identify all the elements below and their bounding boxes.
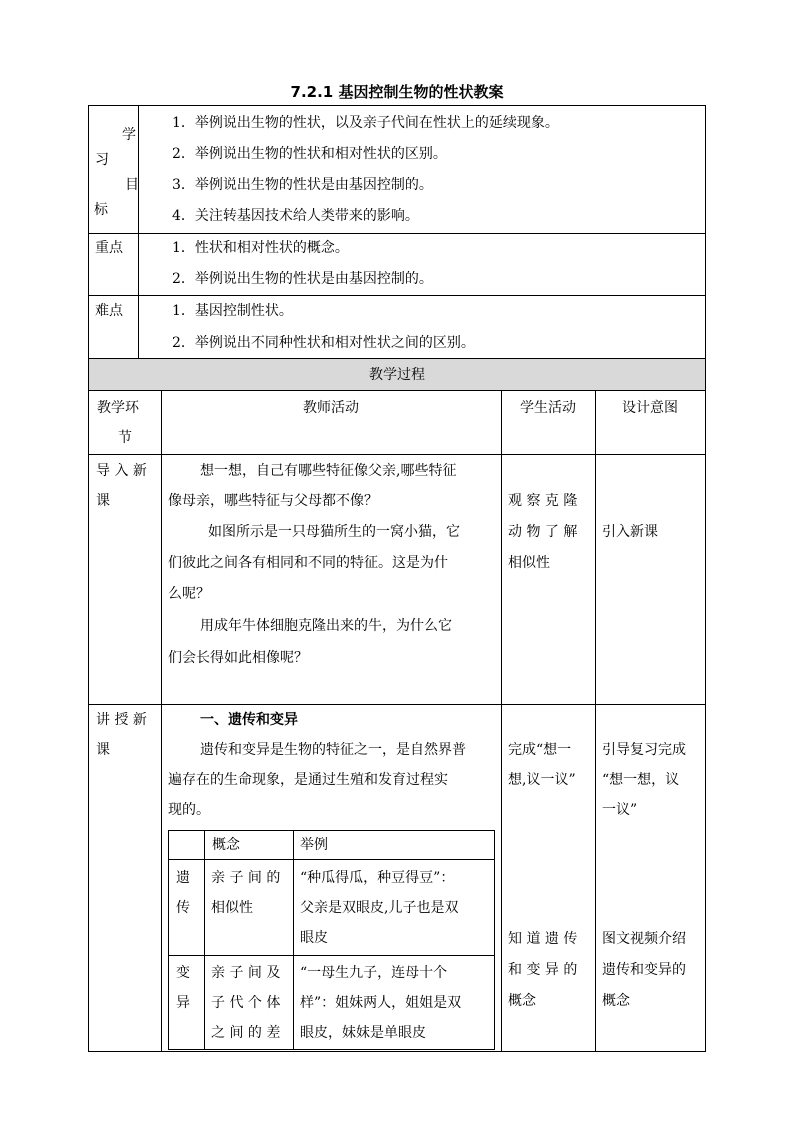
table-border: [88, 704, 706, 705]
page-title: 7.2.1 基因控制生物的性状教案: [290, 83, 504, 101]
intro-teacher-line: 用成年牛体细胞克隆出来的牛，为什么它: [200, 618, 452, 634]
table-border: [88, 390, 706, 391]
objective-item: 4．关注转基因技术给人类带来的影响。: [172, 208, 419, 224]
difficult-points-label: 难点: [95, 303, 123, 319]
inner-concept: 子 代 个 体: [211, 995, 281, 1011]
inner-table-border: [293, 830, 294, 1050]
inner-example: “种瓜得瓜，种豆得豆”：: [300, 870, 455, 886]
intro-stage: 导 入 新: [96, 463, 147, 479]
lecture-design-line: 一议”: [602, 802, 638, 818]
intro-teacher-line: 像母亲，哪些特征与父母都不像？: [168, 493, 378, 509]
inner-table-border: [204, 830, 205, 1050]
inner-term: 遗: [176, 870, 190, 886]
intro-stage: 课: [96, 493, 110, 509]
key-point-item: 1．性状和相对性状的概念。: [172, 240, 349, 256]
inner-table-border: [168, 830, 495, 831]
lecture-student-line: 知 道 遗 传: [508, 931, 578, 947]
lecture-teacher-line: 现的。: [168, 802, 210, 818]
difficult-point-item: 2．举例说出不同种性状和相对性状之间的区别。: [172, 335, 475, 351]
lecture-student-line: 和 变 异 的: [508, 962, 578, 978]
table-border: [595, 390, 596, 1052]
table-border: [88, 454, 706, 455]
lecture-student-line: 完成“想一: [508, 742, 572, 758]
inner-term: 传: [176, 900, 190, 916]
lecture-design-line: 概念: [602, 993, 630, 1009]
lecture-stage: 课: [96, 742, 110, 758]
table-border: [88, 105, 89, 1052]
inner-example: “一母生九子，连母十个: [300, 965, 448, 981]
inner-example: 眼皮，妹妹是单眼皮: [300, 1025, 426, 1041]
table-border: [88, 1051, 706, 1052]
lecture-student-line: 想,议一议”: [508, 772, 576, 788]
table-border: [161, 390, 162, 1052]
lecture-design-line: 图文视频介绍: [602, 931, 686, 947]
intro-teacher-line: 么呢？: [168, 586, 210, 602]
inner-table-border: [168, 955, 495, 956]
table-border: [88, 358, 706, 359]
key-points-label: 重点: [95, 240, 123, 256]
intro-design: 引入新课: [602, 524, 658, 540]
intro-teacher-line: 们彼此之间各有相同和不同的特征。这是为什: [168, 555, 448, 571]
objective-item: 3．举例说出生物的性状是由基因控制的。: [172, 177, 433, 193]
process-header: 教学过程: [369, 367, 425, 383]
objective-item: 2．举例说出生物的性状和相对性状的区别。: [172, 146, 447, 162]
lecture-stage: 讲 授 新: [96, 712, 147, 728]
intro-student-line: 动 物 了 解: [508, 524, 578, 540]
objectives-label-char: 目: [125, 177, 139, 193]
lecture-design-line: “想一想，议: [602, 772, 680, 788]
inner-term: 变: [176, 965, 190, 981]
table-border: [88, 233, 706, 234]
inner-table-border: [168, 859, 495, 860]
intro-teacher-line: 想一想，自己有哪些特征像父亲,哪些特征: [200, 463, 457, 479]
inner-concept: 亲 子 间 的: [211, 870, 281, 886]
inner-example: 父亲是双眼皮,儿子也是双: [300, 900, 459, 916]
table-border: [705, 105, 706, 1052]
intro-student-line: 相似性: [508, 555, 550, 571]
inner-table-border: [494, 830, 495, 1050]
inner-term: 异: [176, 995, 190, 1011]
key-point-item: 2．举例说出生物的性状是由基因控制的。: [172, 271, 433, 287]
objectives-label-char: 习: [95, 152, 109, 168]
table-border: [88, 295, 706, 296]
column-header-stage: 节: [118, 430, 132, 446]
inner-concept: 相似性: [211, 900, 253, 916]
difficult-point-item: 1．基因控制性状。: [172, 303, 293, 319]
intro-student-line: 观 察 克 隆: [508, 493, 578, 509]
inner-example: 样”：姐妹两人，姐姐是双: [300, 995, 462, 1011]
intro-teacher-line: 如图所示是一只母猫所生的一窝小猫，它: [208, 524, 460, 540]
column-header-design: 设计意图: [622, 400, 678, 416]
inner-table-border: [168, 830, 169, 1050]
inner-header-example: 举例: [300, 837, 328, 853]
column-header-stage: 教学环: [97, 400, 139, 416]
table-border: [138, 105, 139, 358]
intro-teacher-line: 们会长得如此相像呢？: [168, 650, 308, 666]
inner-concept: 亲 子 间 及: [211, 965, 281, 981]
objectives-label-char: 学: [122, 127, 136, 143]
objective-item: 1．举例说出生物的性状，以及亲子代间在性状上的延续现象。: [172, 115, 559, 131]
column-header-teacher: 教师活动: [303, 400, 359, 416]
lecture-student-line: 概念: [508, 993, 536, 1009]
lecture-design-line: 遗传和变异的: [602, 962, 686, 978]
table-border: [88, 105, 706, 106]
table-border: [501, 390, 502, 1052]
inner-header-concept: 概念: [212, 837, 240, 853]
lecture-heading: 一、遗传和变异: [200, 712, 298, 728]
objectives-label-char: 标: [94, 202, 108, 218]
lecture-teacher-line: 遍存在的生命现象，是通过生殖和发育过程实: [168, 772, 448, 788]
inner-concept: 之 间 的 差: [211, 1025, 281, 1041]
inner-table-border: [168, 1049, 495, 1050]
lecture-teacher-line: 遗传和变异是生物的特征之一，是自然界普: [200, 742, 466, 758]
lecture-design-line: 引导复习完成: [602, 742, 686, 758]
column-header-student: 学生活动: [520, 400, 576, 416]
inner-example: 眼皮: [300, 930, 328, 946]
